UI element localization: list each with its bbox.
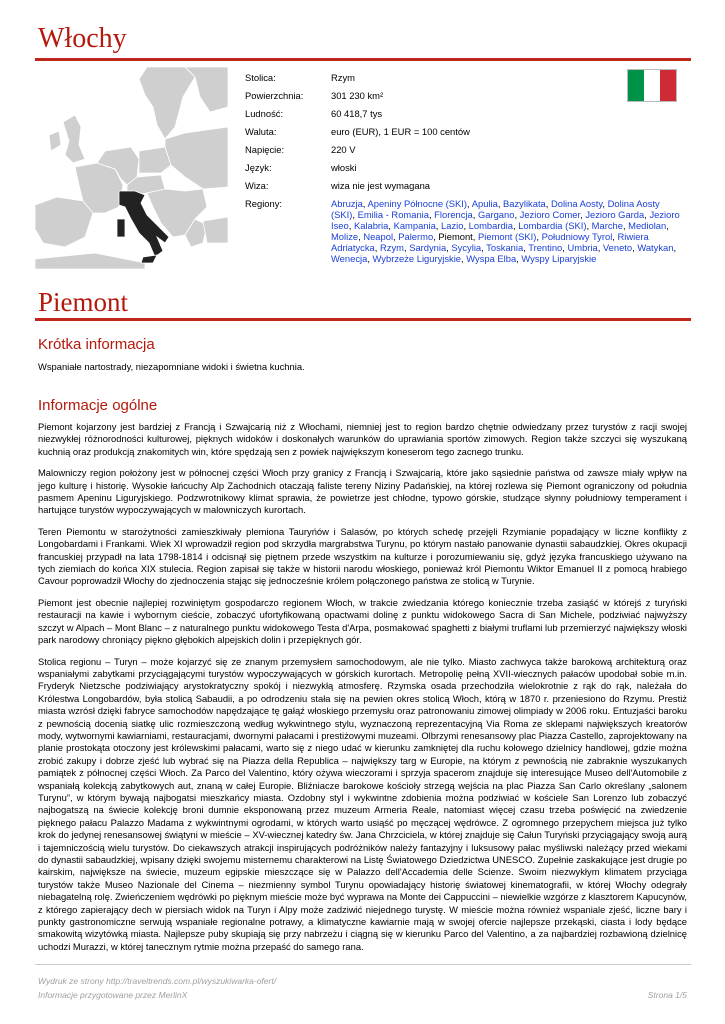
- fact-label: Wiza:: [245, 180, 269, 191]
- fact-label: Napięcie:: [245, 144, 285, 155]
- fact-row: [245, 72, 685, 90]
- region-link[interactable]: Wybrzeże Liguryjskie: [372, 253, 462, 264]
- body-paragraph: Piemont kojarzony jest bardziej z Francją i Szwajcarią niż z Włochami, niemniej jest to region bardzo chętnie odwiedzany przez turystów z racji swojej niezwykłej różnorodności kulturowej, pięknych widoków i doskonałych warunków do uprawiania sportów zimowych. Region także szczyci się wyszukaną kuchnią oraz produkcją znakomitych win, które spędzają sen z powiek największym koneserom tego zacnego trunku.: [38, 421, 687, 457]
- region-link[interactable]: Toskania: [486, 242, 524, 253]
- region-title-divider: [35, 318, 691, 321]
- regions-list: Abruzja, Apeniny Północne (SKI), Apulia, Bazylikata, Dolina Aosty, Dolina Aosty (SKI), Emilia - Romania, Florencja, Gargano, Jezioro Comer, Jezioro Garda, Jezioro Iseo, Kalabria, Kampania, Lazio, Lombardia, Lombardia (SKI), Marche, Mediolan, Molize, Neapol, Palermo, Piemont, Piemont (SKI), Południowy Tyrol, Riwiera Adriatycka, Rzym, Sardynia, Sycylia, Toskania, Trentino, Umbria, Veneto, Watykan, Wenecja, Wybrzeże Liguryjskie, Wyspa Elba, Wyspy Liparyjskie: [331, 198, 680, 264]
- region-link[interactable]: Południowy Tyrol: [541, 231, 613, 242]
- region-link[interactable]: Dolina Aosty: [550, 198, 603, 209]
- region-link[interactable]: Lazio: [441, 220, 464, 231]
- fact-value: 220 V: [331, 144, 356, 155]
- fact-row: [245, 126, 685, 144]
- page-number: Strona 1/5: [647, 990, 687, 1000]
- region-link[interactable]: Jezioro Garda: [585, 209, 645, 220]
- region-link[interactable]: Molize: [331, 231, 359, 242]
- general-info-body: [38, 421, 687, 962]
- title-divider: [35, 58, 691, 61]
- fact-row: [245, 90, 685, 108]
- region-link[interactable]: Lombardia: [468, 220, 513, 231]
- europe-map-image: [35, 67, 228, 269]
- fact-label: Waluta:: [245, 126, 277, 137]
- region-link[interactable]: Gargano: [477, 209, 515, 220]
- fact-label: Ludność:: [245, 108, 284, 119]
- region-link[interactable]: Trentino: [528, 242, 563, 253]
- region-link[interactable]: Kampania: [393, 220, 436, 231]
- fact-value: Rzym: [331, 72, 355, 83]
- region-link[interactable]: Rzym: [380, 242, 404, 253]
- region-link[interactable]: Sycylia: [451, 242, 482, 253]
- region-title: Piemont: [38, 287, 129, 317]
- region-link[interactable]: Florencja: [434, 209, 473, 220]
- fact-row: [245, 162, 685, 180]
- region-link[interactable]: Jezioro Iseo: [331, 209, 680, 231]
- region-link[interactable]: Emilia - Romania: [357, 209, 429, 220]
- region-link[interactable]: Wyspy Liparyjskie: [521, 253, 597, 264]
- region-link[interactable]: Apulia: [471, 198, 498, 209]
- footer-source-link[interactable]: Wydruk ze strony http://traveltrends.com.pl/wyszukiwarka-ofert/: [38, 976, 277, 986]
- region-link[interactable]: Wenecja: [331, 253, 368, 264]
- region-link[interactable]: Veneto: [602, 242, 633, 253]
- body-paragraph: Stolica regionu – Turyn – może kojarzyć się ze znanym przemysłem samochodowym, ale nie tylko. Miasto zachwyca także barokową architekturą oraz wspaniałymi zabytkami przyciągającymi turystów wypoczywających w górskich kurortach. Metropolię pełną XVII-wiecznych pałaców upodobał sobie m.in. Fryderyk Nietzsche podziwiający arystokratyczny spokój i niezwykłą atmosferę. Rzymska osada przechodziła wielokrotnie z rąk do rąk, należała do Królestwa Longobardów, była stolicą Sabaudii, a po odrodzeniu stała się na pewien okres stolicą Włoch, którą w 1870 r. przeniesiono do Rzymu. Prestiż miasta wzrósł dzięki fabryce samochodów napędzające tę gałąź włoskiego przemysłu oraz patronowaniu zimowej olimpiady w 2006 roku. Entuzjaści baroku z pewnością docenią siatkę ulic rozmieszczoną według wykwintnego stylu, wyznaczoną reprezentacyjną Via Roma ze sklepami największych kreatorów mody, wytwornymi kawiarniami, restauracjami, dwornymi pałacami i prestiżowymi muzeami. Olbrzymi renesansowy plac Piazza Castello, zaprojektowany na planie prostokąta otoczony jest królewskimi pałacami, warto się z niego udać w kierunku zamkniętej dla ruchu kołowego dzielnicy handlowej, gdzie można zrobić zakupy i dobrze zjeść lub wybrać się na Piazza della Republica – największy targ w Europie, na którym z pewnością nie zabraknie wyszukanych pamiątek z północnej części Włoch. Za Parco del Valentino, który ożywa wieczorami i sprzyja spacerom znajduje się interesujące Museo dell'Automobile z wspaniałą kolekcją zabytkowych aut, znaną w całej Europie. Bliźniacze barokowe kościoły strzegą wejścia na plac Piazza San Carlo określany „salonem Turynu”, w którym bywają najbogatsi mieszkańcy miasta. Ozdobny styl i wykwintne zdobienia można podziwiać w kościele San Lorenzo lub zobaczyć najbogatszą na świecie kolekcję broni dumnie eksponowaną przez muzeum Armeria Reale, natomiast więcej czasu trzeba poświęcić na zwiedzenie pięknego pałacu Palazzo Madama z wykwintnymi ogrodami, w których warto usiąść po męczącej wędrówce. Z ogromnego przepychem miejsca już tylko krok do jedynej renesansowej świątyni w mieście – XV-wiecznej katedry św. Jana Chrzciciela, w której znajduje się Całun Turyński przyciągający swoją aurą i tajemniczością wielu turystów. Do ciekawszych atrakcji inspirujących podróżników należy fantazyjny i luksusowy pałac myśliwski należący przed wiekami do dynastii sabaudzkiej, wpisany dzięki swojemu misternemu charakterowi na Listę Światowego Dziedzictwa UNESCO. Zupełnie zaskakujące jest drugie po kairskim, największe na świecie, muzeum egipskie mieszczące się w Palazzo dell'Accademia delle Scienze. Swoim niezwykłym klimatem przyciąga turystów także Museo Nazionale del Cinema – niezmienny symbol Turynu opowiadający historię światowej kinematografii, w której Włochy odegrały niebagatelną rolę. Zwieńczeniem wędrówki po pięknym mieście może być wyprawa na Monte dei Cappuccini – niewielkie wzgórze z klasztorem Kapucynów, z którego zapierający dech w piersiach widok na Turyn i Alpy może zadziwić niejednego turystę. W mieście można również wspaniale zjeść, liczne bary i punkty gastronomiczne serwują wspaniałe regionalne potrawy, a klimatyczne kawiarnie mają w swojej ofercie najlepsze przekąski, ciasta i lody będące smakowitą wizytówką miasta. Najlepsze puby skupiają się przy nabrzeżu i ciągną się w kierunku Parco del Valentino, a za najbardziej rozbawioną dzielnicę uchodzi Murazzi, w której tanecznym rytmie można przepaść do samego rana.: [38, 655, 687, 952]
- general-info-heading: Informacje ogólne: [38, 397, 158, 414]
- regions-label: Regiony:: [245, 198, 283, 209]
- fact-row: [245, 180, 685, 198]
- region-link[interactable]: Umbria: [567, 242, 598, 253]
- region-link[interactable]: Neapol: [363, 231, 394, 242]
- fact-value: włoski: [331, 162, 357, 173]
- region-link[interactable]: Wyspa Elba: [466, 253, 517, 264]
- region-link[interactable]: Riwiera Adriatycka: [331, 231, 649, 253]
- footer-credit: Informacje przygotowane przez MerlinX: [38, 990, 188, 1000]
- fact-value: wiza nie jest wymagana: [331, 180, 431, 191]
- short-info-heading: Krótka informacja: [38, 336, 155, 353]
- region-link[interactable]: Sardynia: [409, 242, 447, 253]
- footer-divider: [35, 964, 691, 965]
- region-link[interactable]: Kalabria: [353, 220, 389, 231]
- region-link[interactable]: Jezioro Comer: [519, 209, 581, 220]
- country-facts-table: [245, 72, 685, 264]
- fact-label: Język:: [245, 162, 272, 173]
- body-paragraph: Malowniczy region położony jest w północnej części Włoch przy granicy z Francją i Szwajcarią, które jako sąsiednie państwa od zawsze miały wpływ na jego kulturę i historię. Wysokie łańcuchy Alp Zachodnich otaczają faliste tereny Niziny Padańskiej, na której rozlewa się Piemont ograniczony od południa pasmem Apeninu Liguryjskiego. Podzwrotnikowy klimat sprawia, że powietrze jest chłodne, typowo górskie, studzące słynny południowy temperament i hartujące turystów wypoczywających w malowniczych kurortach.: [38, 467, 687, 516]
- region-current: Piemont: [438, 231, 473, 242]
- fact-value: 301 230 km²: [331, 90, 384, 101]
- fact-row: [245, 144, 685, 162]
- region-link[interactable]: Mediolan: [628, 220, 667, 231]
- fact-row: [245, 108, 685, 126]
- fact-value: euro (EUR), 1 EUR = 100 centów: [331, 126, 470, 137]
- region-link[interactable]: Piemont (SKI): [478, 231, 537, 242]
- region-link[interactable]: Watykan: [637, 242, 674, 253]
- region-link[interactable]: Palermo: [398, 231, 434, 242]
- fact-label: Stolica:: [245, 72, 276, 83]
- region-link[interactable]: Apeniny Północne (SKI): [367, 198, 468, 209]
- short-info-text: Wspaniałe nartostrady, niezapomniane widoki i świetna kuchnia.: [38, 361, 305, 372]
- fact-value: 60 418,7 tys: [331, 108, 383, 119]
- region-link[interactable]: Abruzja: [331, 198, 363, 209]
- body-paragraph: Piemont jest obecnie najlepiej rozwiniętym gospodarczo regionem Włoch, w trakcie zwiedzania którego koniecznie trzeba zasiąść w którejś z turyński restauracji na kawie i wybornym cieście, zobaczyć ufortyfikowaną opactwami dolinę z punktu widokowego Sacra di San Michele, podziwiać najwyższy szczyt w Alpach – Mont Blanc – z naturalnego punktu widokowego Testa d'Arpa, posmakować spaghetti z białymi truflami lub przemierzyć największy włoski park narodowy chroniący piękno głębokich alpejskich dolin i przepięknych gór.: [38, 596, 687, 646]
- region-link[interactable]: Lombardia (SKI): [518, 220, 587, 231]
- region-link[interactable]: Bazylikata: [503, 198, 546, 209]
- region-link[interactable]: Dolina Aosty (SKI): [331, 198, 660, 220]
- body-paragraph: Teren Piemontu w starożytności zamieszkiwały plemiona Tauryńów i Salasów, po których schedę przejęli Rzymianie popadający w liczne konflikty z Longobardami i Frankami. Wiek XI wprowadził region pod skrzydła margrabstwa Turynu, po którym nastało panowanie dynastii sabaudzkiej. Okres okupacji francuskiej przypadł na lata 1798-1814 i odcisnął się piętnem przede wszystkim na kulturze i porozumiewaniu się, gdyż języka francuskiego używano na tych ziemiach do końca XIX stulecia. Region zapisał się także w historii narodu włoskiego, ponieważ król Piemontu Wiktor Emanuel II z pomocą hrabiego Cavour poprowadził Włochy do zjednoczenia stając się jednocześnie królem połączonego państwa ze stolicą w Turynie.: [38, 525, 687, 587]
- country-title: Włochy: [38, 23, 127, 54]
- fact-label: Powierzchnia:: [245, 90, 304, 101]
- region-link[interactable]: Marche: [591, 220, 623, 231]
